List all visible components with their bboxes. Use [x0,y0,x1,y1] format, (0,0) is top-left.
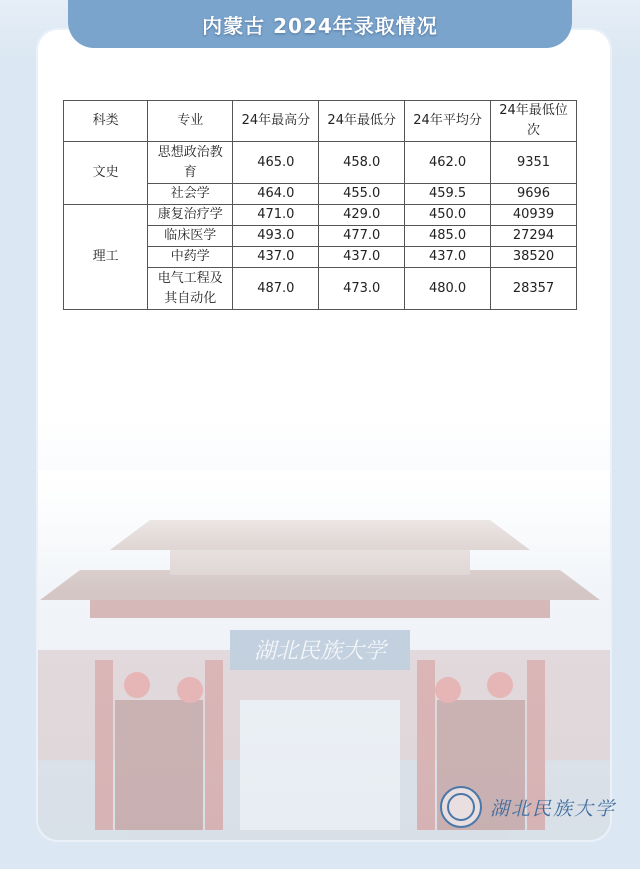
max-score-cell: 437.0 [233,247,319,268]
max-score-cell: 487.0 [233,268,319,310]
max-score-cell: 464.0 [233,184,319,205]
major-cell: 临床医学 [148,226,233,247]
university-seal-icon [440,786,482,828]
max-score-cell: 493.0 [233,226,319,247]
category-cell: 文史 [64,142,148,205]
min-score-cell: 429.0 [319,205,405,226]
svg-text:湖北民族大学: 湖北民族大学 [253,639,387,664]
major-cell: 电气工程及其自动化 [148,268,233,310]
min-score-cell: 473.0 [319,268,405,310]
min-score-cell: 437.0 [319,247,405,268]
table-row [64,205,577,226]
avg-score-cell: 437.0 [405,247,491,268]
major-cell: 社会学 [148,184,233,205]
gate-fade-overlay [38,470,610,590]
min-rank-cell: 9351 [490,142,576,184]
avg-score-cell: 485.0 [405,226,491,247]
min-rank-cell: 38520 [490,247,576,268]
page-title: 内蒙古 2024年录取情况 [202,13,438,38]
university-logo [440,786,616,828]
header-min-score: 24年最低分 [319,101,405,142]
title-banner [68,0,572,48]
major-cell: 康复治疗学 [148,205,233,226]
avg-score-cell: 480.0 [405,268,491,310]
header-category: 科类 [64,101,148,142]
major-cell: 思想政治教育 [148,142,233,184]
admission-table [63,100,577,310]
min-score-cell: 458.0 [319,142,405,184]
header-major: 专业 [148,101,233,142]
min-rank-cell: 28357 [490,268,576,310]
header-avg-score: 24年平均分 [405,101,491,142]
min-rank-cell: 40939 [490,205,576,226]
header-max-score: 24年最高分 [233,101,319,142]
major-cell: 中药学 [148,247,233,268]
max-score-cell: 465.0 [233,142,319,184]
min-score-cell: 477.0 [319,226,405,247]
avg-score-cell: 459.5 [405,184,491,205]
table-row [64,142,577,184]
header-min-rank: 24年最低位次 [490,101,576,142]
university-name-logo: 湖北民族大学 [490,797,617,820]
category-cell: 理工 [64,205,148,310]
table-header-row [64,101,577,142]
min-score-cell: 455.0 [319,184,405,205]
avg-score-cell: 450.0 [405,205,491,226]
min-rank-cell: 9696 [490,184,576,205]
min-rank-cell: 27294 [490,226,576,247]
max-score-cell: 471.0 [233,205,319,226]
avg-score-cell: 462.0 [405,142,491,184]
